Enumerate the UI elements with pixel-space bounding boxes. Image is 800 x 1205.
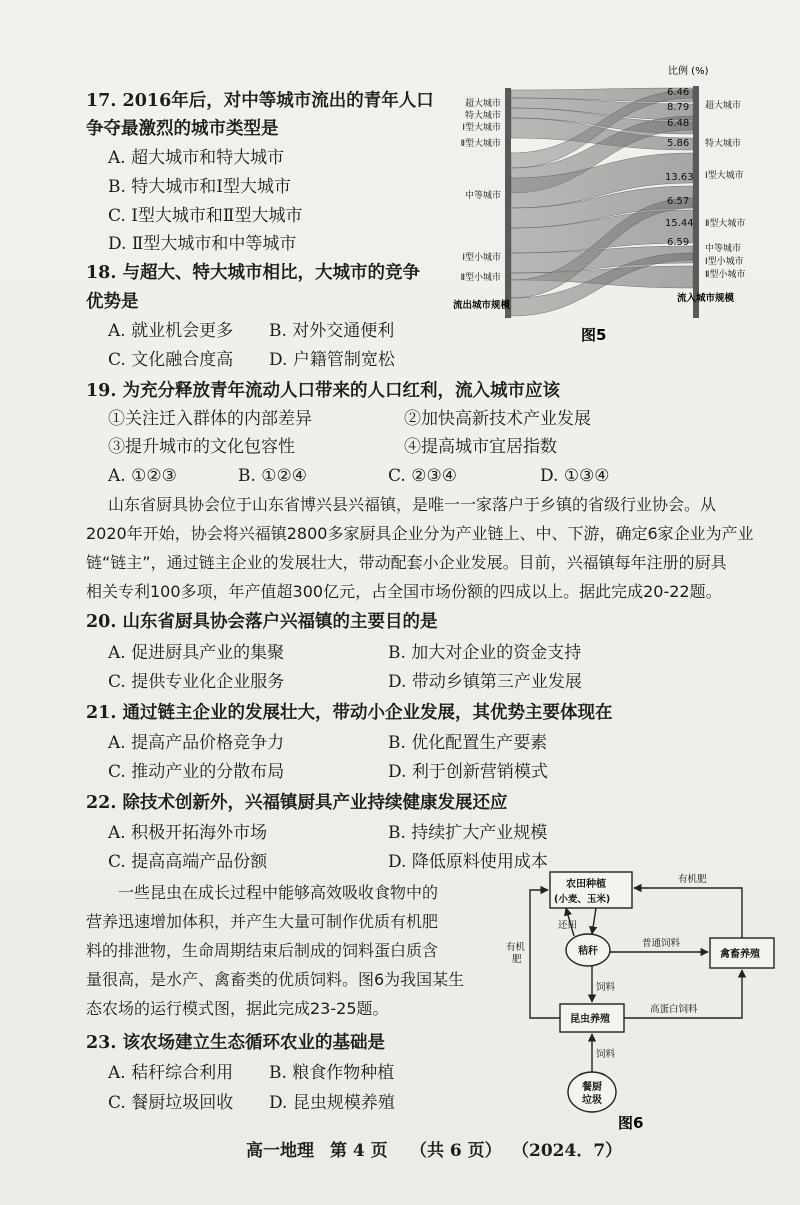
- footer-page: 第 4 页: [330, 1141, 388, 1161]
- q18-option-d: D. 户籍管制宽松: [269, 350, 395, 370]
- fig5-value: 5.86: [667, 138, 690, 149]
- fig6-farm-sub-label: (小麦、玉米): [554, 894, 611, 905]
- q22-stem: 22. 除技术创新外，兴福镇厨具产业持续健康发展还应: [86, 793, 508, 813]
- q17-option-d: D. Ⅱ型大城市和中等城市: [108, 234, 297, 254]
- q20-option-a: A. 促进厨具产业的集聚: [108, 643, 285, 663]
- footer-subject: 高一地理: [246, 1141, 314, 1161]
- fig6-livestock-label: 禽畜养殖: [720, 949, 760, 960]
- fig6-common-feed-label: 普通饲料: [642, 938, 681, 949]
- fig5-right-label: Ⅱ型小城市: [705, 270, 746, 280]
- passage2-line: 一些昆虫在成长过程中能够高效吸收食物中的: [118, 883, 439, 902]
- fig6-organic-left-label-1: 有机: [506, 942, 526, 953]
- fig5-value: 13.63: [665, 172, 694, 183]
- fig5-value: 6.59: [667, 237, 690, 248]
- fig5-left-label: Ⅰ型大城市: [462, 123, 501, 133]
- q18-option-c: C. 文化融合度高: [108, 350, 234, 370]
- fig5-right-label: 特大城市: [705, 139, 742, 149]
- fig5-right-column: [693, 86, 699, 318]
- passage2-line: 料的排泄物，生命周期结束后制成的饲料蛋白质含: [86, 941, 439, 960]
- fig6-return-field-label: 还田: [558, 920, 578, 931]
- fig5-left-column: [505, 88, 511, 318]
- q18-stem-line2: 优势是: [86, 292, 139, 312]
- fig6-arrow-farm-straw: [592, 908, 596, 934]
- q20-option-d: D. 带动乡镇第三产业发展: [388, 672, 582, 692]
- q22-option-d: D. 降低原料使用成本: [388, 852, 548, 872]
- fig5-caption: 图5: [581, 326, 607, 344]
- q18-option-a: A. 就业机会更多: [108, 321, 234, 341]
- q17-option-b: B. 特大城市和Ⅰ型大城市: [108, 177, 292, 197]
- fig5-right-axis-label: 流入城市规模: [677, 293, 735, 304]
- passage1-line: 链“链主”，通过链主企业的发展壮大，带动配套小企业发展。目前，兴福镇每年注册的厨具: [86, 553, 727, 572]
- fig5-ratio-label: 比例 (%): [668, 66, 709, 77]
- q23-stem: 23. 该农场建立生态循环农业的基础是: [86, 1033, 386, 1053]
- fig5-left-label: 超大城市: [464, 99, 501, 109]
- fig6-protein-feed-label: 高蛋白饲料: [650, 1004, 698, 1015]
- q20-stem: 20. 山东省厨具协会落户兴福镇的主要目的是: [86, 612, 438, 632]
- fig6-waste-label-1: 餐厨: [582, 1082, 602, 1093]
- fig5-right-label: Ⅰ型大城市: [705, 171, 744, 181]
- figure-6-flow-diagram: [500, 862, 790, 1137]
- q22-option-b: B. 持续扩大产业规模: [388, 823, 548, 843]
- q19-option-b: B. ①②④: [238, 466, 308, 486]
- q23-option-b: B. 粮食作物种植: [269, 1063, 395, 1083]
- fig6-organic-top-label: 有机肥: [678, 874, 707, 885]
- passage2-line: 量很高，是水产、禽畜类的优质饲料。图6为我国某生: [86, 970, 465, 989]
- q23-option-d: D. 昆虫规模养殖: [269, 1093, 395, 1113]
- fig6-insect-label: 昆虫养殖: [570, 1014, 610, 1025]
- q19-statement-4: ④提高城市宜居指数: [404, 437, 557, 457]
- fig6-arrow-livestock-farm: [634, 888, 742, 938]
- fig5-left-axis-label: 流出城市规模: [453, 300, 511, 311]
- q20-option-b: B. 加大对企业的资金支持: [388, 643, 582, 663]
- fig5-flows: [511, 88, 693, 316]
- q19-option-c: C. ②③④: [388, 466, 457, 486]
- q21-option-b: B. 优化配置生产要素: [388, 733, 548, 753]
- fig5-right-label: Ⅱ型大城市: [705, 219, 746, 229]
- fig5-left-label: 中等城市: [464, 191, 501, 201]
- fig5-right-label: Ⅰ型小城市: [705, 257, 744, 267]
- q19-stem: 19. 为充分释放青年流动人口带来的人口红利，流入城市应该: [86, 381, 561, 401]
- q19-statement-1: ①关注迁入群体的内部差异: [108, 409, 312, 429]
- fig5-value: 8.79: [667, 102, 690, 113]
- q23-option-a: A. 秸秆综合利用: [108, 1063, 234, 1083]
- fig5-right-label: 中等城市: [705, 244, 742, 254]
- q21-option-a: A. 提高产品价格竞争力: [108, 733, 285, 753]
- fig5-left-label: Ⅱ型小城市: [460, 273, 501, 283]
- fig5-left-label: Ⅱ型大城市: [460, 139, 501, 149]
- fig6-waste-label-2: 垃圾: [582, 1095, 602, 1106]
- q22-option-c: C. 提高高端产品份额: [108, 852, 268, 872]
- q17-option-a: A. 超大城市和特大城市: [108, 148, 285, 168]
- passage2-line: 营养迅速增加体积，并产生大量可制作优质有机肥: [86, 912, 439, 931]
- fig5-value: 15.44: [665, 218, 694, 229]
- fig6-feed-label-1: 饲料: [596, 982, 616, 993]
- q21-stem: 21. 通过链主企业的发展壮大，带动小企业发展，其优势主要体现在: [86, 703, 613, 723]
- q18-stem-line1: 18. 与超大、特大城市相比，大城市的竞争: [86, 263, 421, 283]
- fig5-value: 6.57: [667, 196, 690, 207]
- fig6-straw-label: 秸秆: [578, 946, 598, 957]
- q17-stem-line1: 17. 2016年后，对中等城市流出的青年人口: [86, 91, 434, 111]
- q21-option-c: C. 推动产业的分散布局: [108, 762, 285, 782]
- fig5-right-label: 超大城市: [705, 101, 742, 111]
- footer-date: （2024．7）: [512, 1141, 623, 1161]
- q19-statement-3: ③提升城市的文化包容性: [108, 437, 295, 457]
- q22-option-a: A. 积极开拓海外市场: [108, 823, 268, 843]
- q19-statement-2: ②加快高新技术产业发展: [404, 409, 591, 429]
- q20-option-c: C. 提供专业化企业服务: [108, 672, 285, 692]
- fig6-caption: 图6: [618, 1114, 644, 1132]
- q19-option-d: D. ①③④: [540, 466, 610, 486]
- fig6-farm-label: 农田种植: [566, 879, 606, 890]
- fig6-organic-left-label-2: 肥: [512, 954, 522, 965]
- fig5-value: 6.48: [667, 118, 690, 129]
- q18-option-b: B. 对外交通便利: [269, 321, 395, 341]
- fig6-arrow-insect-farm: [530, 890, 560, 1018]
- q21-option-d: D. 利于创新营销模式: [388, 762, 548, 782]
- passage1-line: 山东省厨具协会位于山东省博兴县兴福镇，是唯一一家落户于乡镇的省级行业协会。从: [108, 495, 717, 514]
- passage1-line: 2020年开始，协会将兴福镇2800多家厨具企业分为产业链上、中、下游，确定6家企业为产业: [86, 524, 754, 543]
- q23-option-c: C. 餐厨垃圾回收: [108, 1093, 234, 1113]
- passage2-line: 态农场的运行模式图，据此完成23-25题。: [86, 999, 389, 1018]
- passage1-line: 相关专利100多项，年产值超300亿元，占全国市场份额的四成以上。据此完成20-22题。: [86, 582, 722, 601]
- fig5-left-label: Ⅰ型小城市: [462, 253, 501, 263]
- q17-stem-line2: 争夺最激烈的城市类型是: [86, 119, 279, 139]
- figure-5-alluvial-chart: [425, 58, 765, 348]
- q17-option-c: C. Ⅰ型大城市和Ⅱ型大城市: [108, 206, 303, 226]
- fig5-value: 6.46: [667, 87, 690, 98]
- fig5-left-label: 特大城市: [464, 111, 501, 121]
- q19-option-a: A. ①②③: [108, 466, 177, 486]
- fig6-feed-label-2: 饲料: [596, 1049, 616, 1060]
- footer-total: （共 6 页）: [410, 1141, 502, 1161]
